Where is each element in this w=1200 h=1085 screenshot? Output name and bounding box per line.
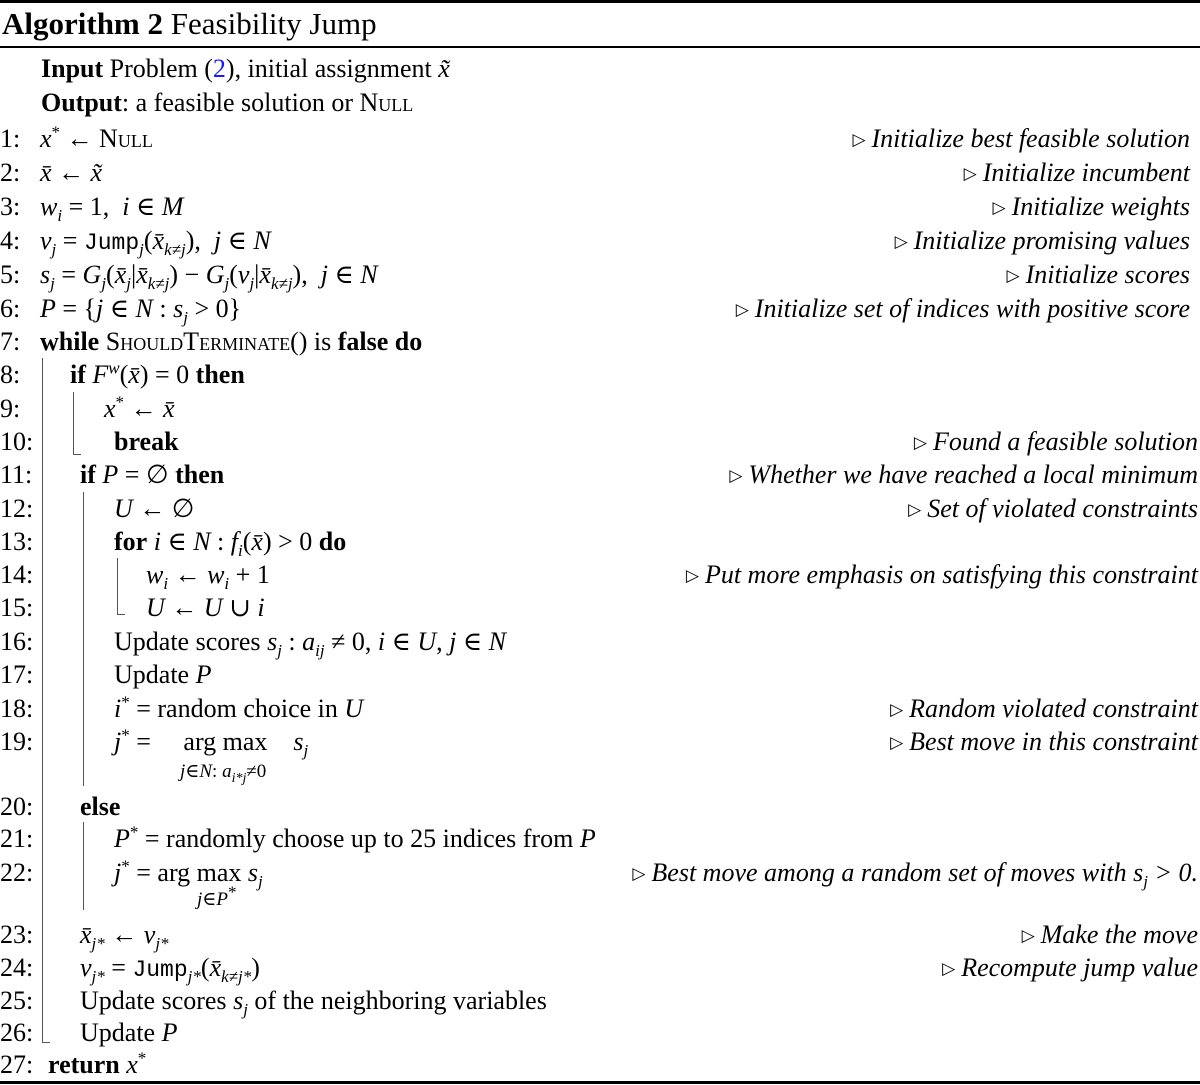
should-terminate-call: ShouldTerminate (105, 327, 291, 356)
line-number: 12: (0, 494, 34, 523)
algo-line-8: 8: if $F^w(x̄) = 0$ then (0, 358, 1200, 392)
line-number: 9: (0, 394, 21, 423)
line-number: 22: (0, 858, 34, 887)
algo-line-19: 19: j* = arg max $s_j$ ▷ Best move in this constraint (0, 725, 1198, 761)
line-comment: ▷ Make the move (1021, 920, 1198, 949)
jump-function: Jump (83, 230, 140, 256)
line-comment: ▷ Whether we have reached a local minimum (729, 460, 1198, 489)
line-comment: ▷ Best move among a random set of moves with $s_j > 0$. (632, 858, 1198, 892)
line-comment: ▷ Initialize best feasible solution (852, 124, 1190, 153)
algo-line-20: 20: else (0, 790, 1200, 824)
line-number: 21: (0, 824, 34, 853)
null-label: Null (359, 88, 414, 117)
line-comment: ▷ Initialize weights (992, 192, 1190, 221)
algo-line-10: 10: break ▷ Found a feasible solution (0, 425, 1200, 459)
algo-line-24: 24: $v_{j*}$ = $Jump_{j*}(x̄_{k\ne j*})$ ▷ Recompute jump value (0, 953, 1198, 987)
algo-line-5: 5: $s_j$ = $G_j(x̄_j|x̄_{k\ne j})$ − $G_j(v_j|x̄_{k\ne j})$, j ∈ N ▷ Initialize scores (0, 260, 1190, 294)
input-label: Input (41, 54, 104, 83)
algo-line-7: 7: while ShouldTerminate() is false do (0, 325, 1200, 359)
line-number: 13: (0, 527, 34, 556)
problem-ref-link[interactable]: 2 (212, 54, 226, 83)
line-number: 17: (0, 660, 34, 689)
algo-line-11: 11: if P = ∅ then ▷ Whether we have reached a local minimum (0, 458, 1200, 492)
line-number: 4: (0, 226, 21, 255)
line-number: 20: (0, 792, 34, 821)
algo-line-15: 15: U ← U ∪ i (0, 591, 1200, 625)
line-comment: ▷ Random violated constraint (890, 694, 1198, 723)
title-rule (0, 46, 1200, 48)
algo-line-23: 23: $x̄_{j*}$ ← $v_{j*}$ ▷ Make the move (0, 920, 1198, 954)
line-number: 15: (0, 593, 34, 622)
argmax-subscript: j∈P* (197, 882, 237, 910)
line-number: 8: (0, 360, 21, 389)
line-comment: ▷ Best move in this constraint (890, 727, 1198, 756)
algo-line-22: 22: j* = arg $\max s_j$ ▷ Best move among a random set of moves with $s_j > 0$. (0, 856, 1198, 892)
algo-line-6: 6: P = {j ∈ N : $s_j > 0$} ▷ Initialize set of indices with positive score (0, 294, 1190, 328)
null-label: Null (99, 124, 153, 153)
algo-line-3: 3: $w_i = 1$, i ∈ M ▷ Initialize weights (0, 192, 1190, 226)
algorithm-label: Algorithm 2 (2, 6, 164, 41)
bottom-rule (0, 1081, 1200, 1084)
algorithm-title (2, 3, 377, 45)
output-text: : a feasible solution or (121, 88, 353, 117)
algo-line-27: 27: return x* (0, 1048, 1200, 1082)
line-comment: ▷ Recompute jump value (942, 953, 1198, 982)
algo-line-16: 16: Update scores $s_j$ : $a_{ij} \ne 0$, i ∈ U, j ∈ N (0, 627, 506, 661)
algorithm-name: Feasibility Jump (170, 6, 377, 41)
line-comment: ▷ Initialize set of indices with positive score (735, 294, 1190, 323)
line-comment: ▷ Set of violated constraints (908, 494, 1198, 523)
then-block-guide (83, 492, 84, 786)
initial-assignment-symbol: x̃ (438, 54, 450, 83)
line-number: 2: (0, 158, 21, 187)
jump-function: Jump (132, 957, 188, 983)
line-number: 5: (0, 260, 21, 289)
algo-line-17: 17: Update P (0, 658, 1200, 692)
input-line (0, 52, 1200, 86)
line-comment: ▷ Found a feasible solution (913, 427, 1198, 456)
line-number: 26: (0, 1018, 34, 1047)
for-block-guide (117, 558, 118, 614)
output-line (0, 86, 1200, 120)
line-comment: ▷ Initialize incumbent (963, 158, 1190, 187)
while-block-guide (42, 358, 43, 1042)
algo-line-4: 4: $v_j$ = $Jump_j(x̄_{k\ne j})$, j ∈ N ▷ Initialize promising values (0, 226, 1190, 260)
argmax-subscript: j∈N: $a_{i*j}\ne 0$ (180, 761, 267, 786)
algo-line-25: 25: Update scores $s_j$ of the neighboring variables (0, 986, 547, 1020)
algo-line-26: 26: Update P (0, 1016, 1200, 1050)
output-label: Output (41, 88, 122, 117)
algo-line-14: 14: $w_i$ ← $w_i + 1$ ▷ Put more emphasis on satisfying this constraint (0, 560, 1198, 594)
line-number: 11: (0, 460, 33, 489)
line-number: 6: (0, 294, 21, 323)
for-block-end (117, 614, 125, 615)
algo-line-2: 2: x̄ ← x̃ ▷ Initialize incumbent (0, 156, 1200, 190)
line-number: 18: (0, 694, 34, 723)
line-number: 1: (0, 124, 21, 153)
input-text-pre: Problem ( (109, 54, 213, 83)
algo-line-21: 21: P* = randomly choose up to 25 indices from P (0, 822, 1200, 856)
else-block-guide (83, 822, 84, 910)
if-block-guide (73, 392, 74, 454)
line-number: 16: (0, 627, 34, 656)
algo-line-12: 12: U ← ∅ ▷ Set of violated constraints (0, 492, 1200, 526)
algo-line-1: 1: x* ← Null ▷ Initialize best feasible solution (0, 122, 1200, 156)
algo-line-13: 13: for i ∈ N : $f_i(x̄) > 0$ do (0, 527, 347, 561)
if-block-end (73, 454, 81, 455)
line-number: 7: (0, 327, 21, 356)
line-number: 24: (0, 953, 34, 982)
algo-line-9: 9: x* ← x̄ (0, 392, 1200, 426)
line-number: 23: (0, 920, 34, 949)
line-number: 25: (0, 986, 34, 1015)
line-comment: ▷ Initialize scores (1006, 260, 1190, 289)
line-number: 14: (0, 560, 34, 589)
line-comment: ▷ Put more emphasis on satisfying this constraint (685, 560, 1198, 589)
line-comment: ▷ Initialize promising values (894, 226, 1190, 255)
line-number: 19: (0, 727, 34, 756)
algo-line-18: 18: i* = random choice in U ▷ Random violated constraint (0, 692, 1200, 726)
line-number: 3: (0, 192, 21, 221)
line-number: 27: (0, 1050, 34, 1079)
while-block-end (42, 1042, 50, 1043)
input-text-post: ), initial assignment (225, 54, 432, 83)
line-number: 10: (0, 427, 34, 456)
